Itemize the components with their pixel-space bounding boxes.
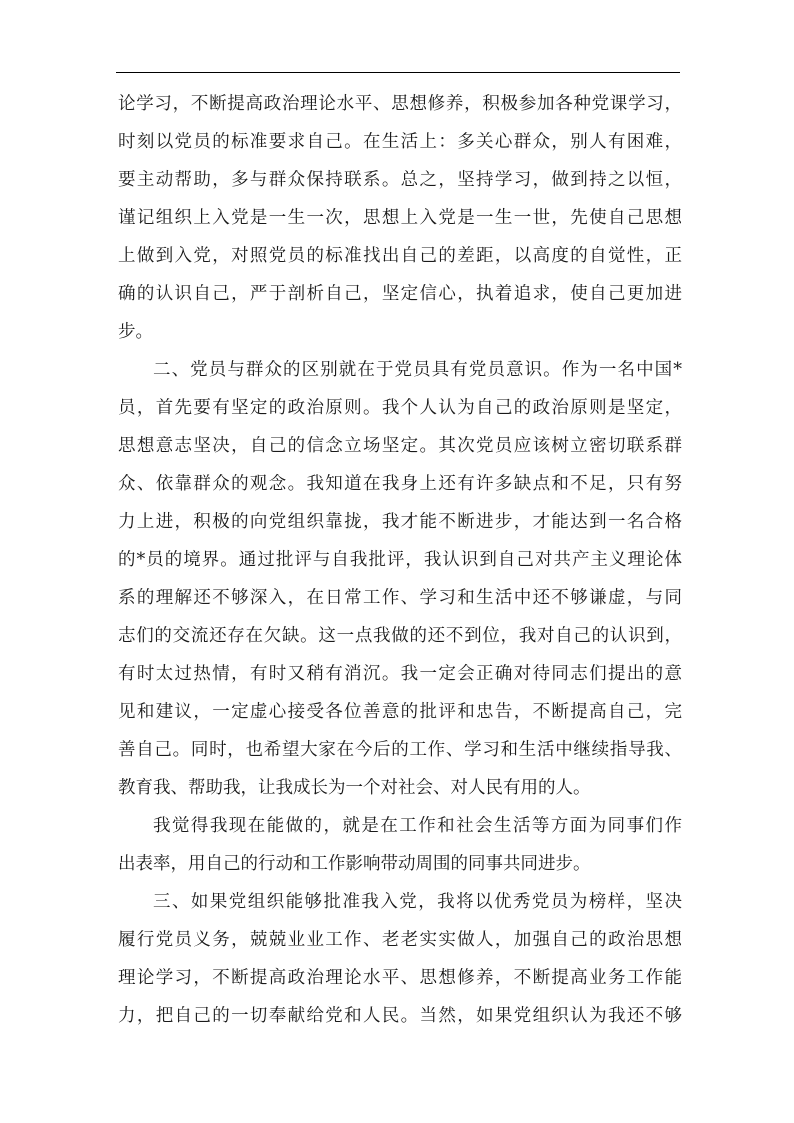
text-line-13: 的*员的境界。通过批评与自我批评，我认识到自己对共产主义理论体 (118, 550, 682, 570)
text-line-7: 步。 (118, 322, 153, 342)
text-line-18: 善自己。同时，也希望大家在今后的工作、学习和生活中继续指导我、 (118, 740, 682, 760)
text-line-6: 确的认识自己，严于剖析自己，坚定信心，执着追求，使自己更加进 (118, 284, 682, 304)
text-line-21: 出表率，用自己的行动和工作影响带动周围的同事共同进步。 (118, 854, 591, 874)
text-line-1: 论学习，不断提高政治理论水平、思想修养，积极参加各种党课学习， (118, 94, 682, 114)
paragraph-3-first-line: 我觉得我现在能做的，就是在工作和社会生活等方面为同事们作 (153, 816, 682, 836)
text-line-2: 时刻以党员的标准要求自己。在生活上：多关心群众，别人有困难， (118, 132, 682, 152)
text-line-4: 谨记组织上入党是一生一次，思想上入党是一生一世，先使自己思想 (118, 208, 682, 228)
header-rule (116, 72, 680, 73)
paragraph-2-first-line: 二、党员与群众的区别就在于党员具有党员意识。作为一名中国* (153, 360, 682, 380)
text-line-19: 教育我、帮助我，让我成长为一个对社会、对人民有用的人。 (118, 778, 591, 798)
text-line-15: 志们的交流还存在欠缺。这一点我做的还不到位，我对自己的认识到， (118, 626, 682, 646)
text-line-12: 力上进，积极的向党组织靠拢，我才能不断进步，才能达到一名合格 (118, 512, 682, 532)
text-line-16: 有时太过热情，有时又稍有消沉。我一定会正确对待同志们提出的意 (118, 664, 682, 684)
text-line-17: 见和建议，一定虚心接受各位善意的批评和忠告，不断提高自己，完 (118, 702, 682, 722)
text-line-5: 上做到入党，对照党员的标准找出自己的差距，以高度的自觉性，正 (118, 246, 682, 266)
text-line-10: 思想意志坚决，自己的信念立场坚定。其次党员应该树立密切联系群 (118, 436, 682, 456)
text-line-23: 履行党员义务，兢兢业业工作、老老实实做人，加强自己的政治思想 (118, 930, 682, 950)
text-line-3: 要主动帮助，多与群众保持联系。总之，坚持学习，做到持之以恒， (118, 170, 682, 190)
text-line-25: 力，把自己的一切奉献给党和人民。当然，如果党组织认为我还不够 (118, 1006, 682, 1026)
text-line-14: 系的理解还不够深入，在日常工作、学习和生活中还不够谦虚，与同 (118, 588, 682, 608)
text-line-24: 理论学习，不断提高政治理论水平、思想修养，不断提高业务工作能 (118, 968, 682, 988)
paragraph-4-first-line: 三、如果党组织能够批准我入党，我将以优秀党员为榜样，坚决 (153, 892, 682, 912)
text-line-11: 众、依靠群众的观念。我知道在我身上还有许多缺点和不足，只有努 (118, 474, 682, 494)
text-line-9: 员，首先要有坚定的政治原则。我个人认为自己的政治原则是坚定， (118, 398, 682, 418)
